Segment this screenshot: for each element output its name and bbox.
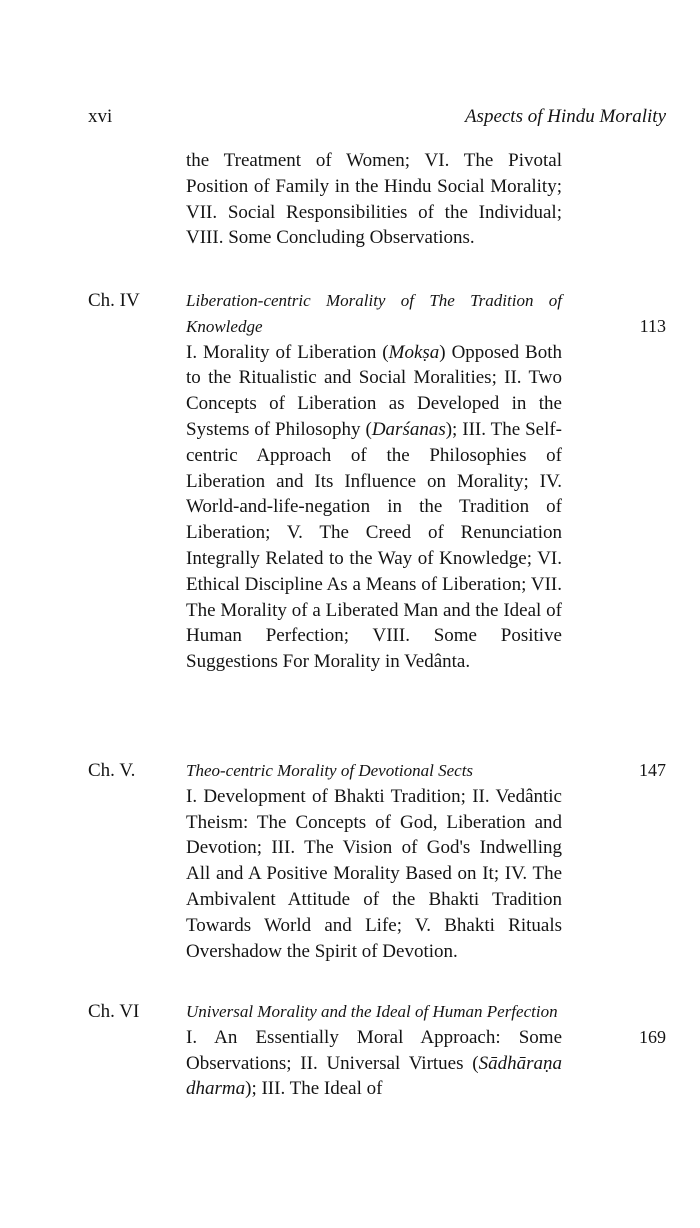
sanskrit-term: Darśanas xyxy=(371,418,446,440)
chapter-title: Liberation-centric Morality of The Tradition of Knowledge xyxy=(186,291,562,336)
chapter-body xyxy=(186,758,562,964)
summary-text: ); III. The Self-centric Approach of the Philosophies of Liberation and Its Influence on Morality; IV. World-and-life-negation in the Tradition of Liberation; V. The Creed of Renunciation Integrally Related to the Way of Knowledge; VI. Ethical Discipline As a Means of Liberation; VII. The Morality of a Liberated Man and the Ideal of Human Perfection; VIII. Some Positive Suggestions For Morality in Vedânta. xyxy=(186,418,562,673)
summary-text: ) Opposed Both to the Ritualistic and Social Moralities; II. Two Concepts of Liberation as Developed in the Systems of Philosophy ( xyxy=(186,341,563,440)
chapter-label: Ch. VI xyxy=(88,1001,140,1022)
chapter-label: Ch. V. xyxy=(88,760,136,781)
chapter-body xyxy=(186,999,562,1102)
running-header xyxy=(88,106,666,136)
sanskrit-term: Mokṣa xyxy=(388,341,440,363)
chapter-label: Ch. IV xyxy=(88,290,140,311)
chapter-summary: I. Development of Bhakti Tradition; II. Vedântic Theism: The Concepts of God, Liberation and Devotion; III. The Vision of God's Indwelling All and A Positive Morality Based on It; IV. The Ambivalent Attitude of the Bhakti Tradition Towards World and Life; V. Bhakti Rituals Overshadow the Spirit of Devotion. xyxy=(186,785,562,962)
sanskrit-term: Sādhāraṇa dharma xyxy=(186,1052,562,1100)
page-numeral: xvi xyxy=(88,106,113,127)
chapter-title: Theo-centric Morality of Devotional Sects xyxy=(186,761,474,780)
summary-text: I. Morality of Liberation ( xyxy=(186,341,389,363)
summary-text: I. An Essentially Moral Approach: Some Observations; II. Universal Virtues ( xyxy=(186,1026,562,1074)
chapter-title: Universal Morality and the Ideal of Human Perfection xyxy=(186,1002,558,1021)
chapter-summary xyxy=(186,1025,562,1102)
chapter-body xyxy=(186,288,562,675)
chapter-page-number: 113 xyxy=(639,315,666,336)
chapter-page-number: 169 xyxy=(639,1026,666,1047)
chapter-page-number: 147 xyxy=(639,760,666,780)
chapter-summary xyxy=(186,340,562,675)
running-title: Aspects of Hindu Morality xyxy=(464,106,666,127)
continued-entry-summary: the Treatment of Women; VI. The Pivotal Position of Family in the Hindu Social Morality; VII. Social Responsibilities of the Individual; VIII. Some Concluding Observations. xyxy=(186,150,562,249)
summary-text: ); III. The Ideal of xyxy=(245,1078,383,1100)
